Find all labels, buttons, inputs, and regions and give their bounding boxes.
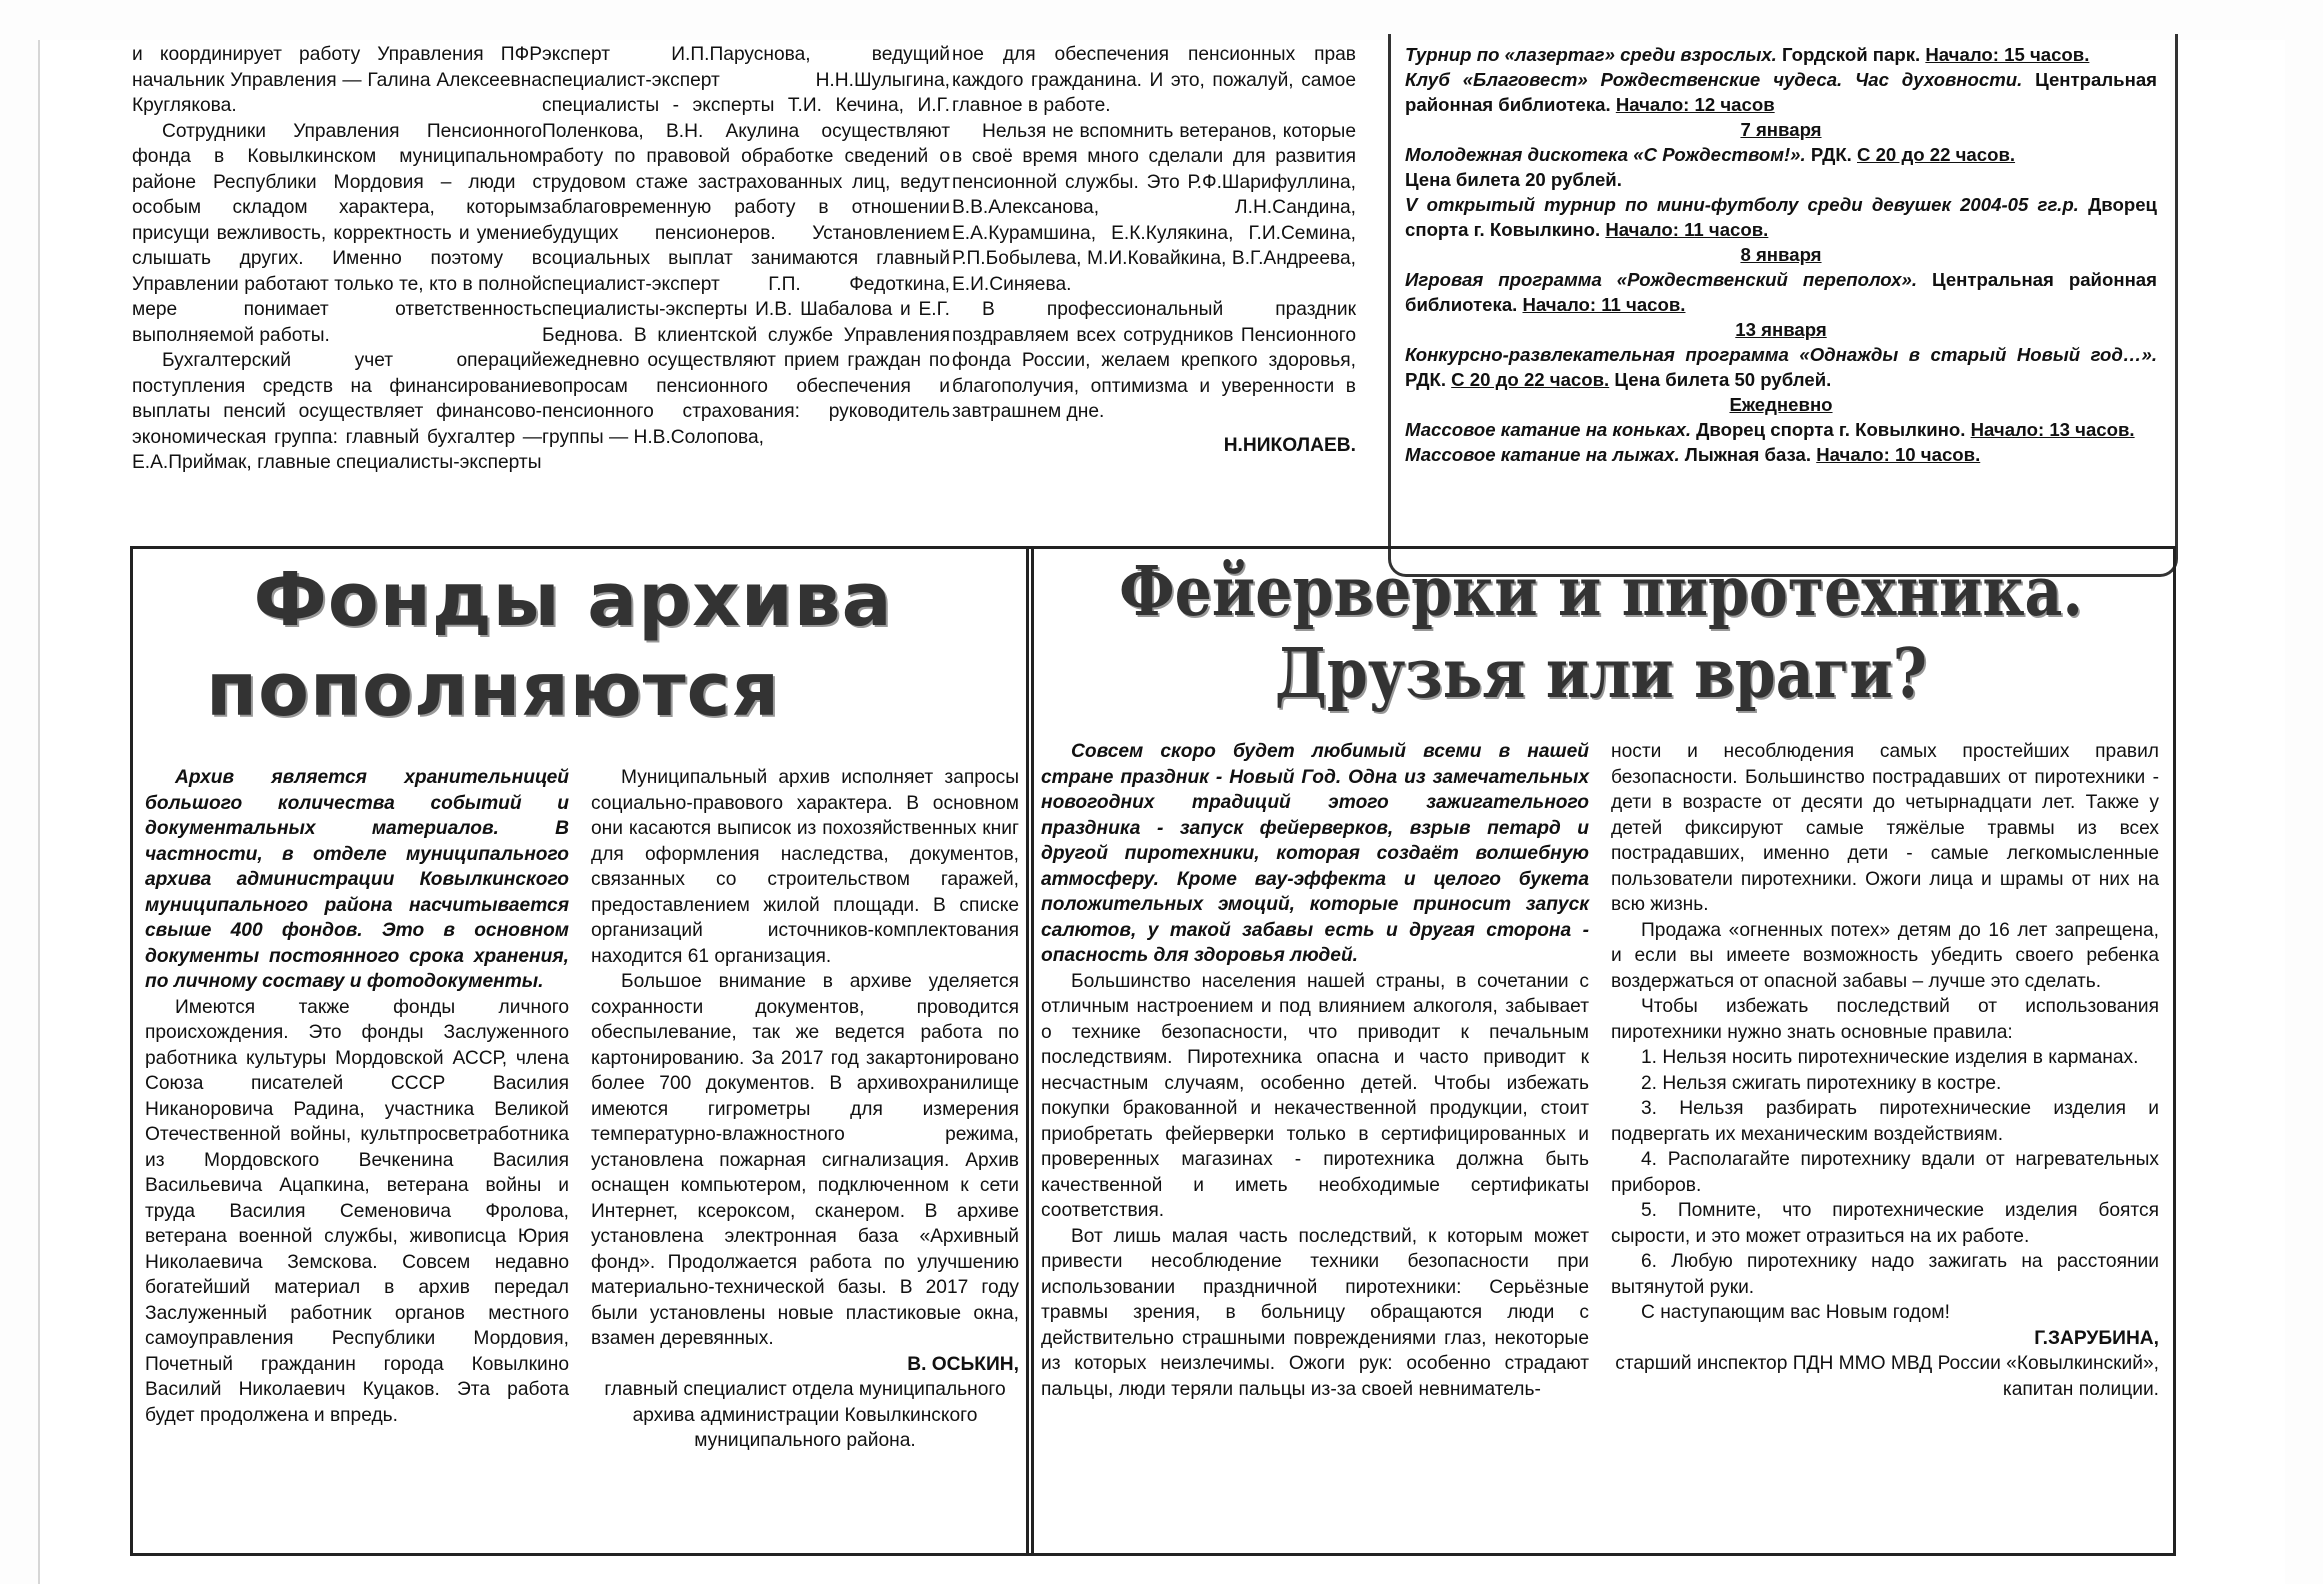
paragraph: Муниципальный архив исполняет запросы социально-правового характера. В основном они касаются выписок из похозяйственных книг для оформления наследства, документов, связанных со строительством гаражей, предоставлением жилой площади. В списке организаций источников-комплектования находится 61 организация. (591, 767, 1019, 967)
lead-paragraph: Совсем скоро будет любимый всеми в нашей стране праздник - Новый Год. Одна из замечательных новогодних традиций этого зажигательного праздника - запуск фейерверков, взрыв петард и другой пиротехники, которая создаёт волшебную атмосферу. Кроме вау-эффекта и целого букета положительных эмоций, которые приносит запуск салютов, у такой забавы есть и другая сторона - опасность для здоровья людей. (1041, 741, 1589, 966)
paragraph: Чтобы избежать последствий от использования пиротехники нужно знать основные правила: (1611, 996, 2159, 1043)
top-article-col2 (542, 42, 950, 450)
event-title: Массовое катание на коньках. (1405, 419, 1691, 440)
paragraph: ное для обеспечения пенсионных прав каждого гражданина. И это, пожалуй, самое главное в работе. (952, 44, 1356, 116)
event-time: С 20 до 22 часов. (1451, 369, 1610, 390)
event-time: Начало: 13 часов. (1970, 419, 2135, 440)
paragraph: Бухгалтерский учет операций поступления средств на финансирование выплаты пенсий осуществляет финансово-экономическая группа: главный бухгалтер — Е.А.Приймак, главные специалисты-эксперты (132, 350, 542, 473)
date-heading: 7 января (1740, 119, 1822, 140)
event-title: Массовое катание на лыжах. (1405, 444, 1680, 465)
rule-item: 4. Располагайте пиротехнику вдали от нагревательных приборов. (1611, 1149, 2159, 1196)
event-place: РДК. (1805, 144, 1857, 165)
fireworks-title-line1: Фейерверки и пиротехника. (1119, 552, 2083, 632)
fireworks-title-line2: Друзья или враги? (1274, 634, 1928, 714)
date-heading: Ежедневно (1729, 394, 1833, 415)
signature-role: главный специалист отдела муниципального архива администрации Ковылкинского муниципального района. (604, 1379, 1006, 1451)
event-title: Молодежная дискотека «С Рождеством!». (1405, 144, 1806, 165)
event-price: Цена билета 20 рублей. (1405, 169, 1622, 190)
event-time: Начало: 10 часов. (1816, 444, 1981, 465)
event-title: Клуб «Благовест» Рождественские чудеса. Час духовности. (1405, 69, 2023, 90)
paragraph: и координирует работу Управления ПФР начальник Управления — Галина Алексеевна Круглякова. (132, 44, 542, 116)
event-title: V открытый турнир по мини-футболу среди девушек 2004-05 гг.р. (1405, 194, 2079, 215)
top-article-col1 (132, 42, 542, 476)
archive-col2 (591, 765, 1019, 1454)
event-place: Дворец спорта г. Ковылкино. (1405, 194, 2157, 240)
event-time: Начало: 15 часов. (1925, 44, 2090, 65)
event-time: Начало: 12 часов (1615, 94, 1775, 115)
lead-paragraph: Архив является хранительницей большого количества событий и документальных материалов. В частности, в отделе муниципального архива администрации Ковылкинского муниципального района насчитывается свыше 400 фондов. Это в основном документы постоянного срока хранения, по личному составу и фотодокументы. (145, 767, 569, 992)
newspaper-page (38, 40, 2285, 1584)
archive-article (130, 546, 1034, 1556)
paragraph: эксперт И.П.Паруснова, ведущий специалист-эксперт Н.Н.Шулыгина, специалисты - эксперты Т.И. Кечина, И.Г. Поленкова, В.Н. Акулина осуществляют работу по правовой обработке сведений о трудовом стаже застрахованных лиц, ведут заблаговременную работу в отношении будущих пенсионеров. Установлением социальных выплат занимаются главный специалист-эксперт Г.П. Федоткина, специалисты-эксперты И.В. Шабалова и Е.Г. Беднова. В клиентской службе Управления ежедневно осуществляют прием граждан по вопросам пенсионного обеспечения и пенсионного страхования: руководитель группы — Н.В.Солопова, (542, 44, 950, 448)
fireworks-col1 (1041, 739, 1589, 1402)
date-heading: 13 января (1735, 319, 1827, 340)
events-list (1405, 42, 2157, 467)
archive-col1 (145, 765, 569, 1428)
rule-item: 2. Нельзя сжигать пиротехнику в костре. (1641, 1072, 2002, 1094)
archive-title-line1: Фонды архива (253, 557, 893, 643)
event-price: Цена билета 50 рублей. (1609, 369, 1832, 390)
signature: В. ОСЬКИН, (907, 1353, 1019, 1375)
paragraph: Большинство населения нашей страны, в сочетании с отличным настроением и под влиянием алкоголя, забывает о технике безопасности, что приводит к печальным последствиям. Пиротехника опасна и часто приводит к несчастным случаям, особенно детей. Чтобы избежать покупки бракованной и некачественной продукции, стоит приобретать фейерверки только в сертифицированных и проверенных магазинах - пиротехника должна быть качественной и иметь необходимые сертификаты соответствия. (1041, 970, 1589, 1221)
event-place: РДК. (1405, 369, 1452, 390)
fireworks-article (1026, 546, 2176, 1556)
signature: Г.ЗАРУБИНА, (2034, 1327, 2159, 1349)
archive-title-line2: пополняются (206, 647, 780, 733)
event-time: Начало: 11 часов. (1522, 294, 1686, 315)
signature-role: старший инспектор ПДН ММО МВД России «Ковылкинский», капитан полиции. (1615, 1353, 2159, 1400)
fireworks-col2 (1611, 739, 2159, 1402)
event-time: Начало: 11 часов. (1605, 219, 1769, 240)
event-title: Игровая программа «Рождественский переполох». (1405, 269, 1918, 290)
paragraph: ности и несоблюдения самых простейших правил безопасности. Большинство пострадавших от пиротехники - дети в возрасте от десяти до четырнадцати лет. Также у детей фиксируют самые тяжёлые травмы из всех пострадавших, именно дети - самые легкомысленные пользователи пиротехники. Ожоги лица и шрамы от них на всю жизнь. (1611, 741, 2159, 915)
event-place: Гордской парк. (1776, 44, 1926, 65)
rule-item: 3. Нельзя разбирать пиротехнические изделия и подвергать их механическим воздействиям. (1611, 1098, 2159, 1145)
paragraph: Продажа «огненных потех» детям до 16 лет запрещена, и если вы имеете возможность убедить своего ребенка воздержаться от опасной забавы – лучше это сделать. (1611, 919, 2159, 992)
event-place: Центральная районная библиотека. (1405, 69, 2158, 115)
date-heading: 8 января (1740, 244, 1822, 265)
rule-item: 6. Любую пиротехнику надо зажигать на расстоянии вытянутой руки. (1611, 1251, 2159, 1298)
event-title: Турнир по «лазертаг» среди взрослых. (1405, 44, 1777, 65)
signature: Н.НИКОЛАЕВ. (1223, 434, 1356, 456)
event-place: Лыжная база. (1679, 444, 1817, 465)
rule-item: 1. Нельзя носить пиротехнические изделия в карманах. (1641, 1047, 2139, 1068)
top-article-col3 (952, 42, 1356, 458)
greeting: С наступающим вас Новым годом! (1641, 1302, 1950, 1323)
paragraph: Большое внимание в архиве уделяется сохранности документов, проводится обеспылевание, так же ведется работа по картонированию. За 2017 год закартонировано более 700 документов. В архивохранилище имеются гигрометры для измерения температурно-влажностного режима, установлена пожарная сигнализация. Архив оснащен компьютером, подключенном к сети Интернет, ксероксом, сканером. В архиве установлена электронная база «Архивный фонд». Продолжается работа по улучшению материально-технической базы. В 2017 году были установлены новые пластиковые окна, взамен деревянных. (591, 971, 1019, 1349)
event-time: С 20 до 22 часов. (1857, 144, 2016, 165)
events-box (1388, 34, 2178, 577)
event-place: Дворец спорта г. Ковылкино. (1690, 419, 1971, 440)
paragraph: Имеются также фонды личного происхождения. Это фонды Заслуженного работника культуры Мордовской АССР, члена Союза писателей СССР Василия Никаноровича Радина, участника Великой Отечественной войны, культпросветработника из Мордовского Вечкенина Василия Васильевича Ацапкина, ветерана войны и труда Василия Семеновича Фролова, ветерана военной службы, живописца Юрия Николаевича Земскова. Совсем недавно богатейший материал в архив передал Заслуженный работник органов местного самоуправления Республики Мордовия, Почетный гражданин города Ковылкино Василий Николаевич Куцаков. Эта работа будет продолжена и впредь. (145, 996, 569, 1426)
event-place: Центральная районная библиотека. (1405, 269, 2157, 315)
rule-item: 5. Помните, что пиротехнические изделия боятся сырости, и это может отразиться на их работе. (1611, 1200, 2159, 1247)
paragraph: В профессиональный праздник поздравляем всех сотрудников Пенсионного фонда России, желаем крепкого здоровья, благополучия, оптимизма и уверенности в завтрашнем дне. (952, 299, 1356, 422)
paragraph: Нельзя не вспомнить ветеранов, которые в своё время много сделали для развития пенсионной службы. Это Р.Ф.Шарифуллина, В.В.Алексанова, Л.Н.Сандина, Е.А.Курамшина, Е.К.Кулякина, Г.И.Семина, Р.П.Бобылева, М.И.Ковайкина, В.Г.Андреева, Е.И.Синяева. (952, 120, 1356, 295)
paragraph: Вот лишь малая часть последствий, к которым может привести несоблюдение техники безопасности при использовании праздничной пиротехники: Серьёзные травмы зрения, в больницу обращаются люди с действительно страшными повреждениями глаз, некоторые из которых неизлечимы. Ожоги рук: особенно страдают пальцы, люди теряли пальцы из-за своей невниматель- (1041, 1225, 1589, 1400)
paragraph: Сотрудники Управления Пенсионного фонда в Ковылкинском муниципальном районе Республики Мордовия – люди с особым складом характера, которым присущи вежливость, корректность и умение слышать других. Именно поэтому в Управлении работают только те, кто в полной мере понимает ответственность выполняемой работы. (132, 120, 542, 346)
event-title: Конкурсно-развлекательная программа «Однажды в старый Новый год…». (1405, 344, 2157, 365)
